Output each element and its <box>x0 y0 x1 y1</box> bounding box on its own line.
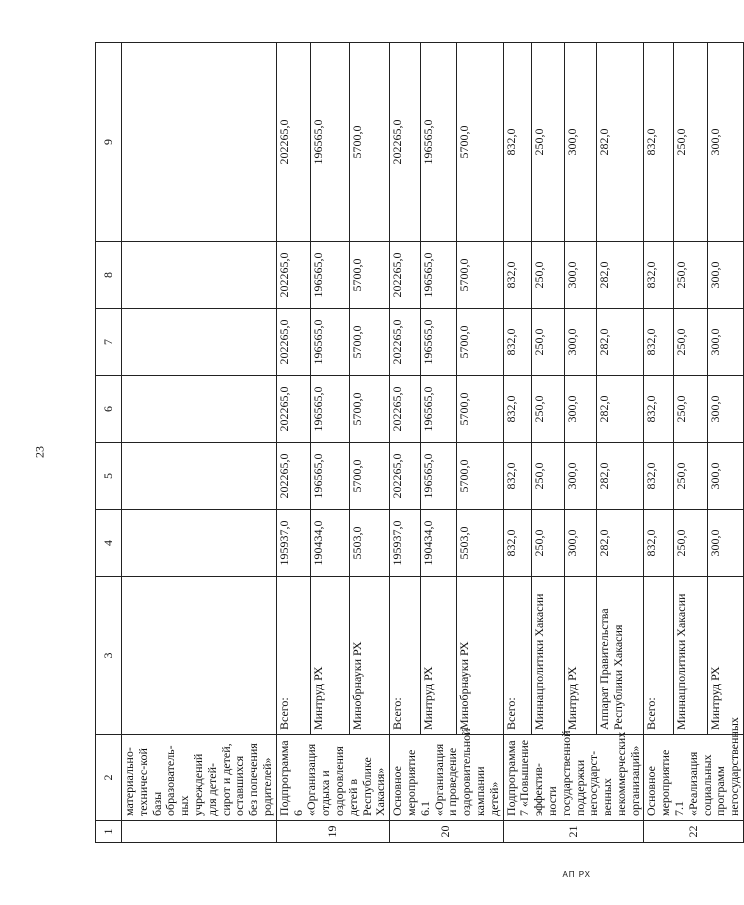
amount-cell: 5700,0 <box>457 43 503 242</box>
amount-cell: 202265,0 <box>276 242 310 309</box>
empty-cell <box>122 376 277 443</box>
amount-cell: 5700,0 <box>457 242 503 309</box>
amount-cell: 832,0 <box>644 510 673 577</box>
amount-cell: 282,0 <box>597 309 644 376</box>
table-body <box>96 43 744 843</box>
amount-cell: 832,0 <box>503 443 531 510</box>
table-row <box>503 43 531 843</box>
empty-cell <box>122 510 277 577</box>
executor-cell: Всего: <box>390 577 421 735</box>
program-name: Подпрограмма 6 «Организация отдыха и оздоровления детей в Республике Хакасия» <box>276 735 389 821</box>
amount-cell: 196565,0 <box>421 376 457 443</box>
footer-mark: АП РХ <box>562 870 591 879</box>
amount-cell: 202265,0 <box>276 376 310 443</box>
amount-cell: 250,0 <box>531 242 564 309</box>
table-row <box>673 43 707 843</box>
executor-cell: Минтруд РХ <box>421 577 457 735</box>
amount-cell: 300,0 <box>707 309 743 376</box>
amount-cell: 250,0 <box>531 443 564 510</box>
amount-cell: 250,0 <box>531 43 564 242</box>
empty-cell <box>122 309 277 376</box>
continuation-row <box>122 43 277 843</box>
header-cell: 1 <box>96 821 122 843</box>
amount-cell: 282,0 <box>597 43 644 242</box>
amount-cell: 202265,0 <box>390 242 421 309</box>
amount-cell: 5700,0 <box>350 376 390 443</box>
table-row <box>564 43 597 843</box>
amount-cell: 282,0 <box>597 510 644 577</box>
header-cell: 3 <box>96 577 122 735</box>
amount-cell: 282,0 <box>597 242 644 309</box>
amount-cell: 202265,0 <box>390 43 421 242</box>
amount-cell: 282,0 <box>597 376 644 443</box>
amount-cell: 196565,0 <box>310 242 350 309</box>
amount-cell: 196565,0 <box>310 309 350 376</box>
amount-cell: 195937,0 <box>276 510 310 577</box>
amount-cell: 190434,0 <box>310 510 350 577</box>
header-cell: 6 <box>96 376 122 443</box>
amount-cell: 5700,0 <box>457 443 503 510</box>
executor-cell: Аппарат Правительства Республики Хакасия <box>597 577 644 735</box>
executor-cell: Миннацполитики Хакасии <box>531 577 564 735</box>
amount-cell: 300,0 <box>564 242 597 309</box>
empty-cell <box>122 242 277 309</box>
amount-cell: 250,0 <box>673 309 707 376</box>
header-cell: 2 <box>96 735 122 821</box>
header-cell: 4 <box>96 510 122 577</box>
header-cell: 8 <box>96 242 122 309</box>
amount-cell: 832,0 <box>644 43 673 242</box>
amount-cell: 832,0 <box>644 309 673 376</box>
amount-cell: 202265,0 <box>276 309 310 376</box>
executor-cell: Минтруд РХ <box>707 577 743 735</box>
table-row <box>350 43 390 843</box>
amount-cell: 250,0 <box>673 43 707 242</box>
header-cell: 5 <box>96 443 122 510</box>
table-row <box>457 43 503 843</box>
amount-cell: 196565,0 <box>310 376 350 443</box>
amount-cell: 202265,0 <box>276 443 310 510</box>
amount-cell: 5700,0 <box>350 309 390 376</box>
amount-cell: 832,0 <box>644 376 673 443</box>
amount-cell: 300,0 <box>707 510 743 577</box>
amount-cell: 196565,0 <box>421 443 457 510</box>
executor-cell: Всего: <box>503 577 531 735</box>
executor-cell: Минтруд РХ <box>310 577 350 735</box>
empty-cell <box>122 577 277 735</box>
amount-cell: 300,0 <box>564 376 597 443</box>
amount-cell: 250,0 <box>673 242 707 309</box>
amount-cell: 300,0 <box>564 443 597 510</box>
executor-cell: Минтруд РХ <box>564 577 597 735</box>
amount-cell: 250,0 <box>673 510 707 577</box>
executor-cell: Миннацполитики Хакасии <box>673 577 707 735</box>
amount-cell: 5700,0 <box>350 242 390 309</box>
amount-cell: 300,0 <box>707 443 743 510</box>
executor-cell: Минобрнауки РХ <box>457 577 503 735</box>
amount-cell: 250,0 <box>673 376 707 443</box>
amount-cell: 832,0 <box>644 242 673 309</box>
program-name: Основное мероприятие 7.1 «Реализация социальных программ негосударственных <box>644 735 744 821</box>
table-row <box>276 43 310 843</box>
amount-cell: 202265,0 <box>390 309 421 376</box>
amount-cell: 196565,0 <box>421 309 457 376</box>
table-row <box>531 43 564 843</box>
amount-cell: 282,0 <box>597 443 644 510</box>
amount-cell: 832,0 <box>503 510 531 577</box>
amount-cell: 190434,0 <box>421 510 457 577</box>
amount-cell: 300,0 <box>707 43 743 242</box>
program-name: Основное мероприятие 6.1 «Организация и проведение оздоровительной кампании детей» <box>390 735 503 821</box>
row-number: 19 <box>276 821 389 843</box>
amount-cell: 196565,0 <box>421 43 457 242</box>
header-row <box>96 43 122 843</box>
amount-cell: 300,0 <box>707 242 743 309</box>
amount-cell: 195937,0 <box>390 510 421 577</box>
header-cell: 7 <box>96 309 122 376</box>
rotated-table-wrapper <box>95 43 742 843</box>
amount-cell: 202265,0 <box>390 443 421 510</box>
amount-cell: 300,0 <box>564 309 597 376</box>
table-row <box>421 43 457 843</box>
amount-cell: 832,0 <box>503 309 531 376</box>
amount-cell: 196565,0 <box>310 43 350 242</box>
empty-cell <box>122 443 277 510</box>
amount-cell: 250,0 <box>531 510 564 577</box>
amount-cell: 5700,0 <box>350 443 390 510</box>
amount-cell: 300,0 <box>707 376 743 443</box>
row-number: 20 <box>390 821 503 843</box>
executor-cell: Всего: <box>276 577 310 735</box>
header-cell: 9 <box>96 43 122 242</box>
amount-cell: 250,0 <box>531 309 564 376</box>
page-number: 23 <box>32 446 47 458</box>
amount-cell: 300,0 <box>564 43 597 242</box>
amount-cell: 5503,0 <box>350 510 390 577</box>
program-name: Подпрограмма 7 «Повышение эффектив-ности государственной поддержки негосударст-венных некоммерческих организаций» <box>503 735 644 821</box>
amount-cell: 5700,0 <box>457 376 503 443</box>
empty-cell <box>122 43 277 242</box>
amount-cell: 300,0 <box>564 510 597 577</box>
amount-cell: 832,0 <box>644 443 673 510</box>
amount-cell: 832,0 <box>503 43 531 242</box>
executor-cell: Минобрнауки РХ <box>350 577 390 735</box>
amount-cell: 250,0 <box>531 376 564 443</box>
amount-cell: 196565,0 <box>421 242 457 309</box>
amount-cell: 832,0 <box>503 242 531 309</box>
row-number <box>122 821 277 843</box>
table-row <box>390 43 421 843</box>
row-number: 21 <box>503 821 644 843</box>
amount-cell: 5700,0 <box>457 309 503 376</box>
table-row <box>644 43 673 843</box>
amount-cell: 5503,0 <box>457 510 503 577</box>
amount-cell: 202265,0 <box>390 376 421 443</box>
table-row <box>597 43 644 843</box>
row-number: 22 <box>644 821 744 843</box>
amount-cell: 202265,0 <box>276 43 310 242</box>
amount-cell: 832,0 <box>503 376 531 443</box>
executor-cell: Всего: <box>644 577 673 735</box>
program-funding-table <box>95 42 744 843</box>
amount-cell: 250,0 <box>673 443 707 510</box>
amount-cell: 196565,0 <box>310 443 350 510</box>
table-row <box>310 43 350 843</box>
program-name: материально-техничес-кой базы образователь-ных учреждений для детей-сирот и детей, оставшихся без попечения родителей» <box>122 735 277 821</box>
amount-cell: 5700,0 <box>350 43 390 242</box>
